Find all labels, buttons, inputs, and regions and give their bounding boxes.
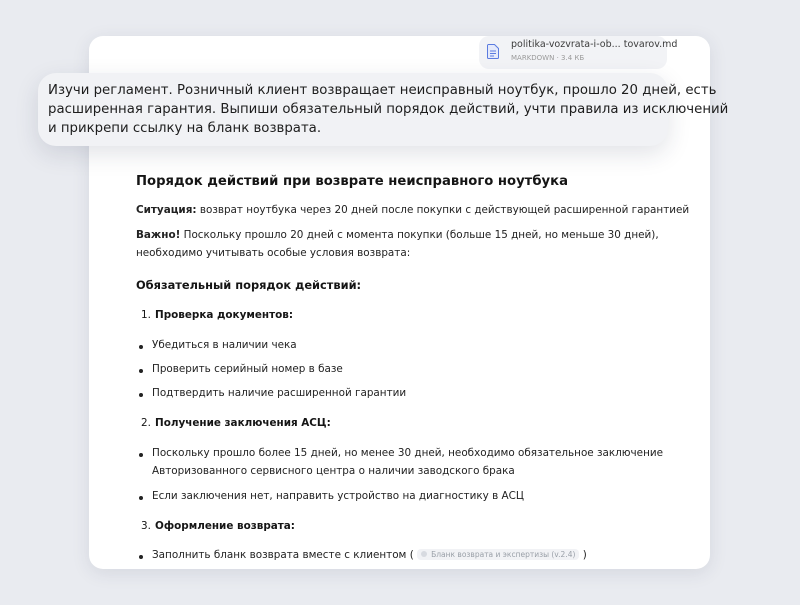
- list-item-text: [152, 549, 587, 561]
- list-item-text: Авторизованного сервисного центра о наличии заводского брака: [152, 465, 515, 477]
- prompt-line: Изучи регламент. Розничный клиент возвращает неисправный ноутбук, прошло 20 дней, есть: [48, 83, 717, 98]
- list-item-text-start: Заполнить бланк возврата вместе с клиентом (: [152, 549, 414, 561]
- bullet-dot: [139, 369, 143, 373]
- user-prompt-bubble: [38, 73, 729, 146]
- bullet-dot: [139, 453, 143, 457]
- link-icon: [421, 551, 427, 557]
- important-line-continued: необходимо учитывать особые условия возврата:: [136, 247, 411, 259]
- prompt-line: и прикрепи ссылку на бланк возврата.: [48, 121, 322, 136]
- attached-file-name: politika-vozvrata-i-ob... tovarov.md: [511, 39, 678, 50]
- section-heading: Обязательный порядок действий:: [136, 278, 362, 292]
- step-2: [141, 417, 331, 429]
- prompt-line: расширенная гарантия. Выпиши обязательный порядок действий, учти правила из исключений: [48, 102, 729, 117]
- bullet-dot: [139, 345, 143, 349]
- return-form-link[interactable]: [417, 549, 579, 560]
- step-label: Проверка документов:: [155, 309, 293, 321]
- step-1: [141, 309, 293, 321]
- response-title: Порядок действий при возврате неисправного ноутбука: [136, 174, 568, 189]
- step-number: 1.: [141, 309, 151, 321]
- important-line: [136, 229, 659, 241]
- important-label: Важно!: [136, 229, 181, 241]
- list-item-text: Убедиться в наличии чека: [152, 339, 297, 351]
- situation-line: [136, 204, 689, 216]
- document-icon: [487, 44, 499, 59]
- step-label: Оформление возврата:: [155, 520, 295, 532]
- step-number: 2.: [141, 417, 151, 429]
- list-item-text-end: ): [582, 549, 587, 561]
- step-number: 3.: [141, 520, 151, 532]
- attached-file-chip[interactable]: [479, 36, 678, 69]
- list-item-text: Подтвердить наличие расширенной гарантии: [152, 387, 407, 399]
- list-item-text: Если заключения нет, направить устройство на диагностику в АСЦ: [152, 490, 524, 502]
- attached-file-meta: MARKDOWN · 3.4 КБ: [511, 54, 585, 62]
- situation-label: Ситуация:: [136, 204, 197, 216]
- important-text: Поскольку прошло 20 дней с момента покупки (больше 15 дней, но меньше 30 дней),: [180, 229, 659, 241]
- return-form-link-label: Бланк возврата и экспертизы (v.2.4): [431, 550, 576, 559]
- bullet-dot: [139, 555, 143, 559]
- list-item-text: Проверить серийный номер в базе: [152, 363, 343, 375]
- bullet-dot: [139, 496, 143, 500]
- situation-text: возврат ноутбука через 20 дней после покупки с действующей расширенной гарантией: [196, 204, 690, 216]
- bullet-dot: [139, 393, 143, 397]
- step-3: [141, 520, 295, 532]
- step-label: Получение заключения АСЦ:: [155, 417, 331, 429]
- list-item-text: Поскольку прошло более 15 дней, но менее 30 дней, необходимо обязательное заключение: [152, 447, 664, 459]
